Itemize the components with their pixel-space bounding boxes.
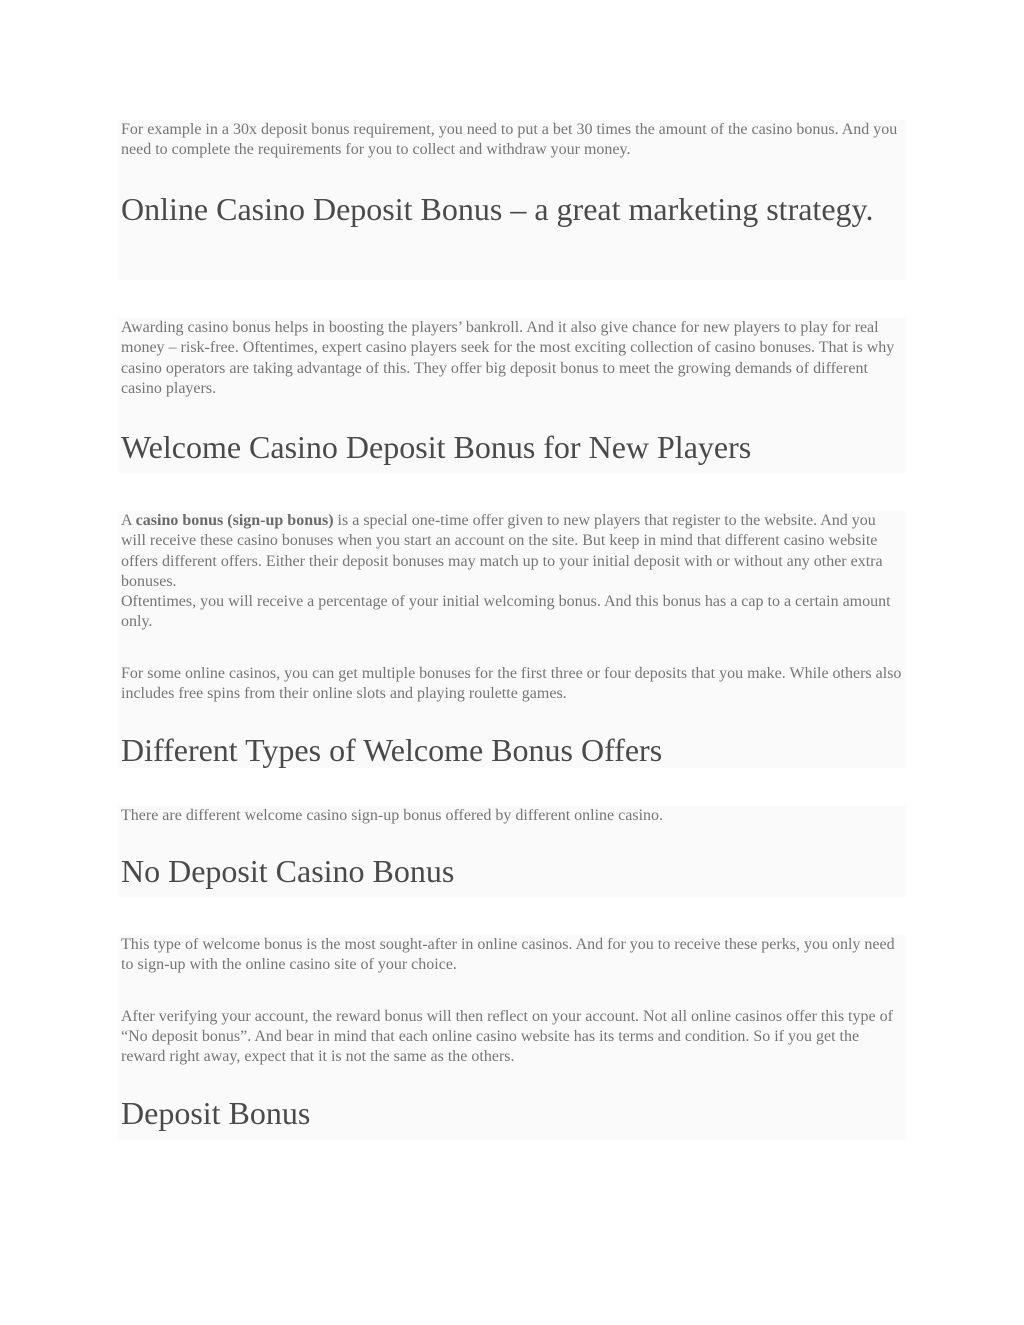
signup-prefix: A <box>121 512 136 529</box>
paragraph-no-deposit-2: After verifying your account, the reward bonus will then reflect on your account. Not all online casinos offer this type of “No deposit bonus”. And bear in mind that each online casino website has its terms and condition. So if you get the reward right away, expect that it is not the same as the others. <box>121 1007 893 1066</box>
intro-block <box>118 120 906 280</box>
heading-marketing-strategy: Online Casino Deposit Bonus – a great marketing strategy. <box>121 190 874 227</box>
paragraph-awarding: Awarding casino bonus helps in boosting the players’ bankroll. And it also give chance for new players to play for real money – risk-free. Oftentimes, expert casino players seek for the most exciting collection of casino bonuses. That is why casino operators are taking advantage of this. They offer big deposit bonus to meet the growing demands of different casino players. <box>121 319 895 397</box>
paragraph-no-deposit-1: This type of welcome bonus is the most sought-after in online casinos. And for you to receive these perks, you only need to sign-up with the online casino site of your choice. <box>121 936 895 974</box>
heading-deposit-bonus: Deposit Bonus <box>121 1095 311 1132</box>
signup-bold-term: casino bonus (sign-up bonus) <box>135 512 334 529</box>
heading-no-deposit: No Deposit Casino Bonus <box>121 853 455 890</box>
types-block <box>118 806 906 897</box>
paragraph-multiple-bonuses: For some online casinos, you can get multiple bonuses for the first three or four deposits that you make. While others also includes free spins from their online slots and playing roulette games. <box>121 664 902 703</box>
no-deposit-block <box>118 935 906 1140</box>
awarding-block <box>118 318 906 473</box>
signup-block <box>118 511 906 768</box>
paragraph-signup <box>121 511 902 633</box>
signup-second-line: Oftentimes, you will receive a percentage of your initial welcoming bonus. And this bonus has a cap to a certain amount only. <box>121 593 891 631</box>
paragraph-types: There are different welcome casino sign-up bonus offered by different online casino. <box>121 807 664 824</box>
intro-paragraph: For example in a 30x deposit bonus requirement, you need to put a bet 30 times the amount of the casino bonus. And you need to complete the requirements for you to collect and withdraw your money. <box>121 121 898 159</box>
heading-bonus-types: Different Types of Welcome Bonus Offers <box>121 732 663 769</box>
heading-welcome-bonus: Welcome Casino Deposit Bonus for New Players <box>121 429 752 466</box>
signup-suffix: is a special one-time offer given to new players that register to the website. And you will receive these casino bonuses when you start an account on the site. But keep in mind that different casino website offers different offers. Either their deposit bonuses may match up to your initial deposit with or without any other extra bonuses. <box>121 512 883 590</box>
